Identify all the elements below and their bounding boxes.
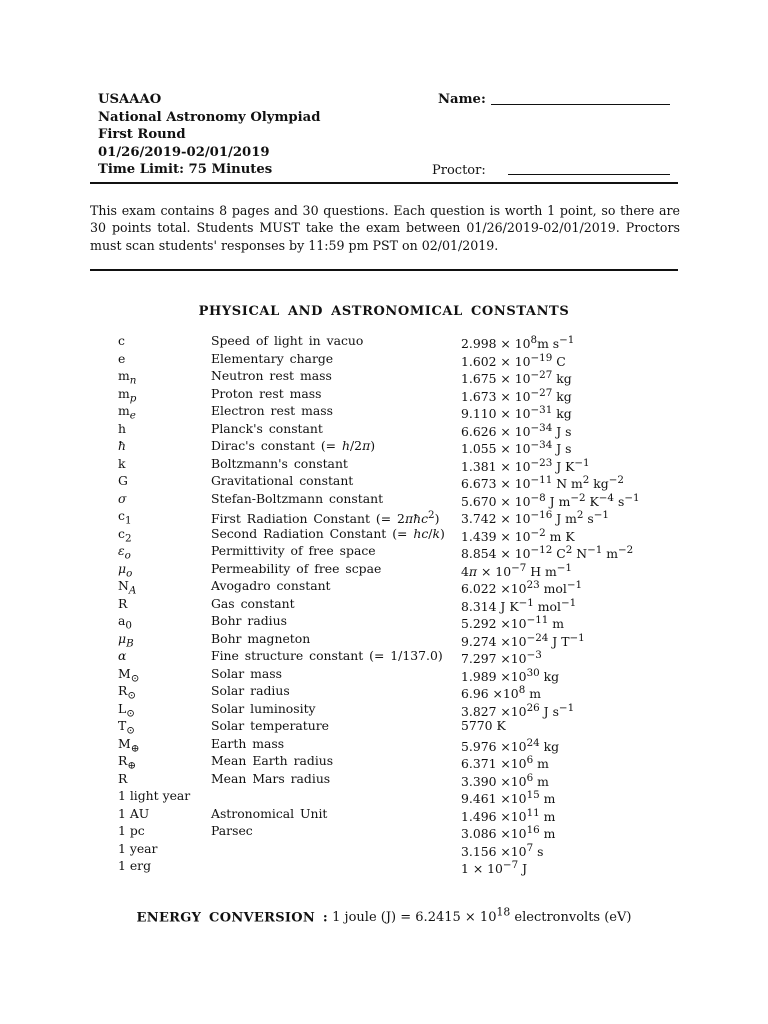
constant-row [0, 700, 768, 718]
header-org: USAAAO [98, 92, 162, 107]
constant-description: Planck's constant [211, 420, 323, 436]
constant-description: First Radiation Constant (= 2πħc$^2$) [211, 509, 440, 527]
constants-title: PHYSICAL AND ASTRONOMICAL CONSTANTS [198, 304, 570, 319]
constant-row [0, 787, 768, 805]
constant-row [0, 472, 768, 490]
constant-value: $9.461 \times 10^{15}$ m [461, 789, 556, 807]
constant-value: 8.314 J $K^{-1}$ mol$^{-1}$ [461, 596, 577, 614]
header-time-limit: Time Limit: 75 Minutes [98, 162, 273, 177]
constant-row [0, 350, 768, 368]
constant-value: $4\pi \times 10^{-7}$ H $m^{-1}$ [461, 561, 572, 579]
constant-row [0, 455, 768, 473]
constant-symbol: c [118, 333, 125, 348]
constant-row [0, 367, 768, 385]
constant-row [0, 437, 768, 455]
instructions-divider [90, 269, 678, 271]
constant-symbol: $\mu_B$ [118, 630, 134, 649]
constant-symbol: ħ [118, 438, 126, 453]
constant-row [0, 595, 768, 613]
constant-value: $9.274 \times 10^{-24}$ J $T^{-1}$ [461, 631, 585, 649]
constant-value: $1.439 \times 10^{-2}$ m K [461, 526, 575, 544]
constant-value: $6.371 \times 10^6$ m [461, 754, 549, 772]
constant-symbol: 1 light year [118, 788, 191, 803]
constant-symbol: $M_\oplus$ [118, 735, 140, 754]
proctor-field-line[interactable] [508, 174, 670, 175]
constant-description: Avogadro constant [211, 578, 331, 593]
constant-row [0, 857, 768, 875]
header-event: National Astronomy Olympiad [98, 109, 321, 125]
header-dates: 01/26/2019-02/01/2019 [98, 144, 270, 160]
constant-row [0, 525, 768, 543]
constant-description: Boltzmann's constant [211, 455, 348, 471]
constant-description: Dirac's constant (= h/2π) [211, 438, 376, 453]
constant-symbol: $N_A$ [118, 578, 137, 597]
constant-symbol: $T_⊙$ [118, 718, 135, 737]
constant-value: $9.110 \times 10^{-31}$ kg [461, 404, 572, 422]
constant-description: Electron rest mass [211, 403, 333, 418]
constant-symbol: $m_e$ [118, 403, 136, 422]
constant-value: $3.086 \times 10^{16}$ m [461, 824, 556, 842]
header-divider [90, 182, 678, 184]
constant-symbol: 1 erg [118, 858, 152, 873]
constant-value: $2.998 \times 10^8m$ $s^{-1}$ [461, 334, 575, 352]
constant-description: Proton rest mass [211, 385, 322, 401]
constant-symbol: R [118, 770, 128, 786]
name-field-line[interactable] [491, 104, 670, 105]
constant-value: $5.292 \times 10^{-11}$ m [461, 614, 565, 632]
constant-row [0, 665, 768, 683]
proctor-label: Proctor: [432, 163, 486, 178]
constant-value: 5770 K [461, 718, 506, 733]
constant-row [0, 822, 768, 840]
constants-table [0, 332, 768, 875]
energy-conversion-label: ENERGY CONVERSION : [136, 910, 329, 926]
constant-description: Solar luminosity [211, 700, 316, 716]
constant-symbol: $\varepsilon_o$ [118, 543, 131, 562]
constant-symbol: 1 pc [118, 823, 145, 838]
constant-symbol: $\mu_o$ [118, 560, 133, 579]
constant-description: Second Radiation Constant (= hc/k) [211, 525, 445, 541]
constant-value: $1.602 \times 10^{-19}$ C [461, 351, 566, 369]
constant-description: Fine structure constant (= 1/137.0) [211, 648, 443, 663]
energy-conversion [0, 906, 768, 925]
constant-symbol: 1 AU [118, 805, 150, 821]
constant-value: $6.673 \times 10^{-11}$ N $m^2$ $kg^{-2}$ [461, 474, 624, 492]
constant-symbol: $L_⊙$ [118, 700, 135, 719]
constant-row [0, 612, 768, 630]
constant-description: Permeability of free scpae [211, 560, 382, 576]
constant-description: Elementary charge [211, 350, 334, 366]
constant-value: $7.297 \times 10^{-3}$ [461, 649, 542, 667]
constant-description: Neutron rest mass [211, 368, 332, 383]
constant-description: Gas constant [211, 595, 295, 611]
constant-row [0, 647, 768, 665]
constant-row [0, 717, 768, 735]
constant-row [0, 682, 768, 700]
constant-symbol: $c_2$ [118, 525, 132, 544]
constant-description: Stefan-Boltzmann constant [211, 490, 384, 506]
header-round: First Round [98, 127, 186, 142]
constant-value: $1.673 \times 10^{-27}$ kg [461, 386, 572, 404]
constant-value: $8.854 \times 10^{-12}$ $C^2$ $N^{-1}$ $m^{-2}$ [461, 544, 634, 562]
constant-row [0, 490, 768, 508]
energy-conversion-text: 1 joule $(J) = 6.2415 \times 10^{18}$ electronvolts (eV) [332, 906, 632, 926]
constant-symbol: $R_\oplus$ [118, 753, 136, 772]
constant-row [0, 385, 768, 403]
constant-description: Bohr radius [211, 613, 287, 628]
constant-description: Speed of light in vacuo [211, 333, 364, 348]
constant-value: $3.390 \times 10^6$ m [461, 771, 549, 789]
constant-symbol: α [118, 648, 127, 663]
constant-symbol: k [118, 455, 126, 471]
name-label: Name: [438, 92, 486, 107]
constant-row [0, 735, 768, 753]
constant-symbol: σ [118, 490, 127, 506]
constant-description: Parsec [211, 823, 253, 838]
constant-description: Solar mass [211, 665, 283, 681]
constant-row [0, 332, 768, 350]
constant-row [0, 402, 768, 420]
constant-symbol: $c_1$ [118, 508, 132, 527]
constant-description: Permittivity of free space [211, 543, 376, 558]
constant-value: $1.675 \times 10^{-27}$ kg [461, 369, 572, 387]
constant-row [0, 560, 768, 578]
constant-description: Mean Earth radius [211, 753, 334, 768]
constant-row [0, 630, 768, 648]
constant-description: Solar temperature [211, 718, 330, 733]
constant-description: Astronomical Unit [211, 805, 328, 821]
exam-header-info [98, 91, 320, 179]
constant-symbol: $a_0$ [118, 613, 132, 632]
constant-value: $6.96 \times 10^8$ m [461, 684, 541, 702]
constant-value: $3.156 \times 10^7$ s [461, 841, 544, 859]
constant-row [0, 542, 768, 560]
constant-symbol: 1 year [118, 840, 158, 856]
constant-description: Mean Mars radius [211, 770, 331, 786]
constant-value: $1.496 \times 10^{11}$ m [461, 806, 556, 824]
constant-value: $3.827 \times 10^{26}$ J $s^{-1}$ [461, 701, 575, 719]
exam-instructions: This exam contains 8 pages and 30 questions. Each question is worth 1 point, so there are 30 points total. Students MUST take the exam between 01/26/2019-02/01/2019. Proctors must scan students' responses by 11:59 pm PST on 02/01/2019. [90, 203, 680, 253]
constant-row [0, 752, 768, 770]
constant-value: $5.670 \times 10^{-8}$ J $m^{-2}$ $K^{-4}$ $s^{-1}$ [461, 491, 640, 509]
constant-row [0, 840, 768, 858]
constant-symbol: h [118, 420, 126, 436]
constant-symbol: $R_⊙$ [118, 683, 136, 702]
constant-value: $1.989 \times 10^{30}$ kg [461, 666, 560, 684]
constant-value: $1.055 \times 10^{-34}$ J s [461, 439, 572, 457]
constant-value: $6.022 \times 10^{23}$ mol$^{-1}$ [461, 579, 583, 597]
constant-symbol: $M_⊙$ [118, 665, 140, 684]
constant-row [0, 420, 768, 438]
constant-symbol: $m_n$ [118, 368, 137, 387]
constant-row [0, 770, 768, 788]
constant-value: $1 \times 10^{-7}$ J [461, 859, 528, 877]
constant-value: $3.742 \times 10^{-16}$ J $m^2$ $s^{-1}$ [461, 509, 610, 527]
constant-description: Solar radius [211, 683, 290, 698]
constant-symbol: G [118, 473, 128, 488]
constant-description: Gravitational constant [211, 473, 354, 488]
constant-value: $5.976 \times 10^{24}$ kg [461, 736, 560, 754]
constant-description: Earth mass [211, 735, 285, 751]
constant-symbol: e [118, 350, 126, 366]
constant-symbol: $m_p$ [118, 385, 137, 404]
constant-row [0, 577, 768, 595]
constant-value: $1.381 \times 10^{-23}$ J $K^{-1}$ [461, 456, 590, 474]
constant-symbol: R [118, 595, 128, 611]
constant-value: $6.626 \times 10^{-34}$ J s [461, 421, 572, 439]
constant-description: Bohr magneton [211, 630, 311, 646]
constant-row [0, 805, 768, 823]
constant-row [0, 507, 768, 525]
